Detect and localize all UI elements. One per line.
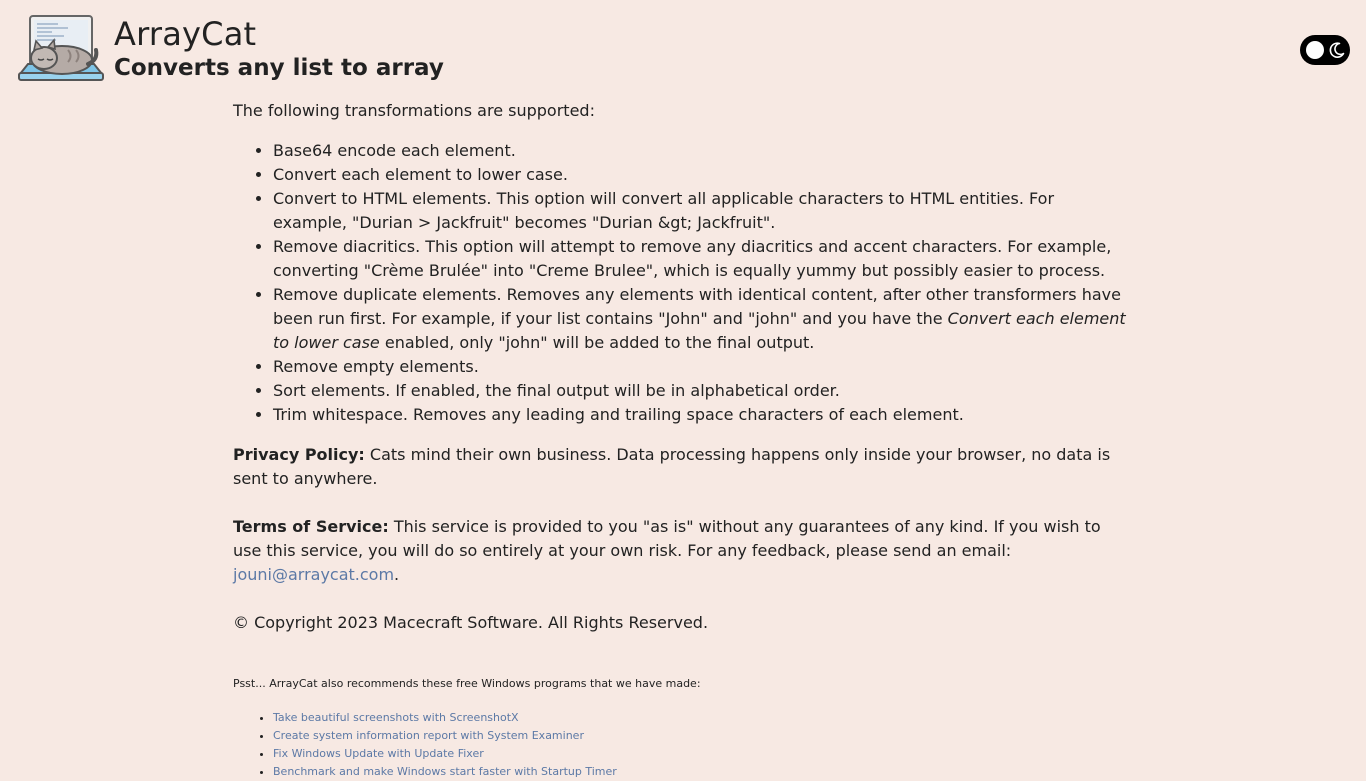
update-fixer-link[interactable]: Fix Windows Update with Update Fixer (273, 747, 484, 760)
list-item-text: Remove duplicate elements. Removes any elements with identical content, after other transformers have been run first. For example, if your list contains "John" and "john" and you have the (273, 285, 1121, 328)
terms-label: Terms of Service: (233, 517, 389, 536)
list-item (273, 709, 1133, 727)
features-list (233, 139, 1133, 427)
copyright: © Copyright 2023 Macecraft Software. All Rights Reserved. (233, 613, 709, 632)
privacy-policy (233, 443, 1133, 491)
list-item: • Convert each element to lower case. (273, 163, 1133, 187)
page-title: ArrayCat (114, 15, 257, 53)
privacy-policy-text: Cats mind their own business. Data processing happens only inside your browser, no data is sent to anywhere. (233, 445, 1111, 488)
list-item (273, 745, 1133, 763)
privacy-policy-label: Privacy Policy: (233, 445, 365, 464)
recommendation-intro: Psst... ArrayCat also recommends these free Windows programs that we have made: (233, 677, 701, 690)
dark-mode-toggle[interactable] (1300, 35, 1350, 65)
programs-list (233, 709, 1133, 781)
list-item: • Remove empty elements. (273, 355, 1133, 379)
system-examiner-link[interactable]: Create system information report with System Examiner (273, 729, 584, 742)
list-item: • Base64 encode each element. (273, 139, 1133, 163)
list-item: • Sort elements. If enabled, the final output will be in alphabetical order. (273, 379, 1133, 403)
list-item: • Convert to HTML elements. This option will convert all applicable characters to HTML entities. For example, "Durian > Jackfruit" becomes "Durian &gt; Jackfruit". (273, 187, 1133, 235)
intro-text: The following transformations are supported: (233, 101, 595, 120)
list-item (273, 763, 1133, 781)
main-content (233, 96, 1133, 781)
list-item (273, 727, 1133, 745)
screenshotx-link[interactable]: Take beautiful screenshots with ScreenshotX (273, 711, 519, 724)
list-item: • Trim whitespace. Removes any leading and trailing space characters of each element. (273, 403, 1133, 427)
list-item-emphasis: Convert each element to lower case (273, 309, 1126, 352)
page-subtitle: Converts any list to array (114, 55, 444, 81)
terms-text: This service is provided to you "as is" without any guarantees of any kind. If you wish to use this service, you will do so entirely at your own risk. For any feedback, please send an email: (233, 517, 1101, 560)
list-item-text: enabled, only "john" will be added to the final output. (379, 333, 815, 352)
email-link[interactable]: jouni@arraycat.com (233, 565, 395, 584)
moon-icon (1328, 41, 1346, 59)
cat-on-laptop-logo (18, 14, 104, 82)
terms-end: . (394, 565, 400, 584)
terms-of-service (233, 515, 1133, 587)
startup-timer-link[interactable]: Benchmark and make Windows start faster with Startup Timer (273, 765, 617, 778)
list-item: • Remove diacritics. This option will attempt to remove any diacritics and accent characters. For example, converting "Crème Brulée" into "Creme Brulee", which is equally yummy but possibly easier to process. (273, 235, 1133, 283)
sun-circle-icon (1306, 41, 1324, 59)
list-item (273, 283, 1133, 355)
page-header (0, 0, 1366, 96)
